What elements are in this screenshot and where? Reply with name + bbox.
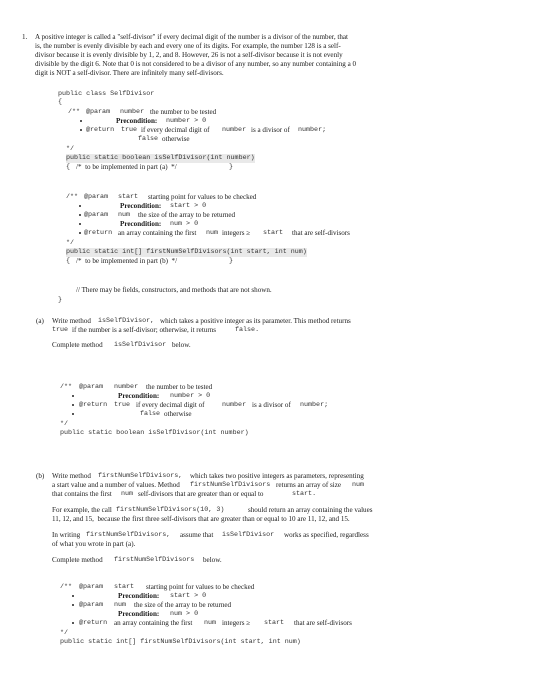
bullet-icon [72, 622, 74, 624]
param-desc: the number to be tested [146, 383, 213, 391]
return-desc: integers ≥ [222, 619, 251, 627]
param-tag: @param [86, 108, 111, 116]
precondition-code: number > 0 [166, 117, 207, 125]
return-code: true [114, 401, 131, 409]
intro-line: A positive integer is called a "self-divisor" if every decimal digit of the number is a divisor of the number, that [35, 33, 349, 41]
method-signature-is-self-divisor: public static boolean isSelfDivisor(int number) [60, 429, 249, 437]
part-a-instruction: below. [172, 341, 191, 349]
doc-comment-close: */ [60, 420, 69, 428]
method-body-comment: /* to be implemented in part (b) */ [76, 257, 178, 265]
part-a-code: isSelfDivisor, [98, 317, 155, 325]
bullet-icon [79, 232, 81, 234]
class-close-brace: } [58, 296, 63, 304]
intro-line: divisible by the digit 6. Note that 0 is not considered to be a divisor of any number, so any number containing a 0 [35, 60, 357, 68]
part-b-code: firstNumSelfDivisors [114, 556, 195, 564]
class-declaration: public class SelfDivisor [58, 90, 155, 98]
return-desc: an array containing the first [118, 229, 197, 237]
part-b-text: returns an array of size [276, 481, 341, 489]
return-tag: @return [79, 401, 108, 409]
problem-number: 1. [22, 33, 28, 41]
param-name: start [118, 193, 139, 201]
part-b-code: num [121, 490, 134, 498]
doc-comment-close: */ [60, 629, 69, 637]
false-code: false [140, 410, 161, 418]
bullet-icon [72, 404, 74, 406]
false-desc: otherwise [162, 135, 190, 143]
part-b-text: which takes two positive integers as parameters, representing [190, 472, 364, 480]
precondition-code: number > 0 [170, 392, 211, 400]
bullet-icon [72, 595, 74, 597]
part-b-text: works as specified, regardless [284, 531, 369, 539]
part-b-text: assume that [180, 531, 214, 539]
part-b-code: firstNumSelfDivisors [190, 481, 271, 489]
precondition-label: Precondition: [120, 202, 162, 210]
part-a-label: (a) [36, 317, 44, 325]
bullet-icon [80, 120, 82, 122]
param-desc: the size of the array to be returned [134, 601, 232, 609]
fields-comment: // There may be fields, constructors, and methods that are not shown. [76, 286, 272, 294]
return-tag: @return [79, 619, 108, 627]
method-body-brace: } [229, 163, 234, 171]
part-a-code: isSelfDivisor [114, 341, 167, 349]
return-code: number; [300, 401, 329, 409]
return-desc: is a divisor of [252, 401, 291, 409]
param-tag: @param [84, 211, 109, 219]
method-body-brace: { [66, 163, 71, 171]
return-desc: if every decimal digit of [141, 126, 210, 134]
return-desc: an array containing the first [114, 619, 193, 627]
param-name: num [114, 601, 127, 609]
intro-line: is, the number is evenly divisible by each and every one of its digits. For example, the number 128 is a self- [35, 42, 341, 50]
return-desc: that are self-divisors [294, 619, 352, 627]
method-signature-first-num-self-divisors: public static int[] firstNumSelfDivisors(int start, int num) [66, 248, 307, 256]
method-body-comment: /* to be implemented in part (a) */ [76, 163, 177, 171]
part-b-code: isSelfDivisor [222, 531, 275, 539]
method-body-brace: } [229, 257, 234, 265]
precondition-label: Precondition: [118, 592, 160, 600]
part-b-code: start. [292, 490, 317, 498]
return-desc: integers ≥ [222, 229, 251, 237]
param-name: start [114, 583, 135, 591]
precondition-code: num > 0 [170, 610, 199, 618]
return-tag: @return [84, 229, 113, 237]
param-tag: @param [84, 193, 109, 201]
bullet-icon [79, 223, 81, 225]
param-tag: @param [79, 383, 104, 391]
part-a-instruction: Complete method [52, 341, 103, 349]
part-b-text: Write method [52, 472, 91, 480]
precondition-label: Precondition: [116, 117, 158, 125]
false-code: false [138, 135, 159, 143]
class-open-brace: { [58, 98, 63, 106]
false-desc: otherwise [164, 410, 192, 418]
part-b-text: a start value and a number of values. Method [52, 481, 180, 489]
return-code: start [263, 229, 284, 237]
intro-line: divisor because it is evenly divisible by 1, 2, and 8. However, 26 is not a self-divisor because it is not evenly [35, 51, 343, 59]
part-b-code: firstNumSelfDivisors(10, 3) [116, 506, 225, 514]
return-code: num [204, 619, 217, 627]
part-b-text: In writing [52, 531, 81, 539]
part-b-text: that contains the first [52, 490, 112, 498]
doc-comment-open: /** [68, 108, 81, 116]
param-name: num [118, 211, 131, 219]
precondition-label: Precondition: [118, 392, 160, 400]
bullet-icon [79, 214, 81, 216]
bullet-icon [72, 604, 74, 606]
return-code: start [264, 619, 285, 627]
part-b-example: 11, 12, and 15, because the first three self-divisors that are greater than or equal to 10 are 11, 12, and 15. [52, 515, 350, 523]
part-b-code: num [352, 481, 365, 489]
param-desc: starting point for values to be checked [148, 193, 257, 201]
part-b-instruction: Complete method [52, 556, 103, 564]
param-desc: starting point for values to be checked [146, 583, 255, 591]
return-code: number [222, 126, 247, 134]
part-b-code: firstNumSelfDivisors, [98, 472, 183, 480]
part-b-instruction: below. [203, 556, 222, 564]
param-name: number [114, 383, 139, 391]
intro-line: digit is NOT a self-divisor. There are infinitely many self-divisors. [35, 69, 224, 77]
part-b-example: For example, the call [52, 506, 112, 514]
param-desc: the size of the array to be returned [138, 211, 236, 219]
part-b-example: should return an array containing the values [248, 506, 373, 514]
return-tag: @return [86, 126, 115, 134]
part-b-text: of what you wrote in part (a). [52, 540, 136, 548]
return-code: number [222, 401, 247, 409]
param-tag: @param [79, 583, 104, 591]
method-body-brace: { [66, 257, 71, 265]
doc-comment-open: /** [66, 193, 79, 201]
bullet-icon [72, 395, 74, 397]
bullet-icon [79, 205, 81, 207]
doc-comment-open: /** [60, 583, 73, 591]
part-a-text: which takes a positive integer as its parameter. This method returns [160, 317, 351, 325]
precondition-label: Precondition: [118, 610, 160, 618]
bullet-icon [72, 413, 74, 415]
part-b-code: firstNumSelfDivisors, [86, 531, 171, 539]
part-b-label: (b) [36, 472, 45, 480]
param-desc: the number to be tested [150, 108, 217, 116]
bullet-icon [80, 129, 82, 131]
precondition-code: num > 0 [170, 220, 199, 228]
return-desc: that are self-divisors [292, 229, 350, 237]
part-a-code: false. [235, 326, 260, 334]
return-code: number; [298, 126, 327, 134]
return-code: true [121, 126, 138, 134]
doc-comment-close: */ [66, 145, 75, 153]
part-a-text: if the number is a self-divisor; otherwise, it returns [72, 326, 217, 334]
precondition-label: Precondition: [120, 220, 162, 228]
method-signature-first-num-self-divisors: public static int[] firstNumSelfDivisors(int start, int num) [60, 638, 301, 646]
part-a-text: Write method [52, 317, 91, 325]
method-signature-is-self-divisor: public static boolean isSelfDivisor(int number) [66, 154, 255, 162]
doc-comment-close: */ [66, 239, 75, 247]
return-code: num [206, 229, 219, 237]
precondition-code: start > 0 [170, 202, 207, 210]
part-b-text: self-divisors that are greater than or equal to [138, 490, 264, 498]
part-a-code: true [52, 326, 69, 334]
param-name: number [120, 108, 145, 116]
return-desc: is a divisor of [251, 126, 290, 134]
param-tag: @param [79, 601, 104, 609]
precondition-code: start > 0 [170, 592, 207, 600]
return-desc: if every decimal digit of [136, 401, 205, 409]
doc-comment-open: /** [60, 383, 73, 391]
